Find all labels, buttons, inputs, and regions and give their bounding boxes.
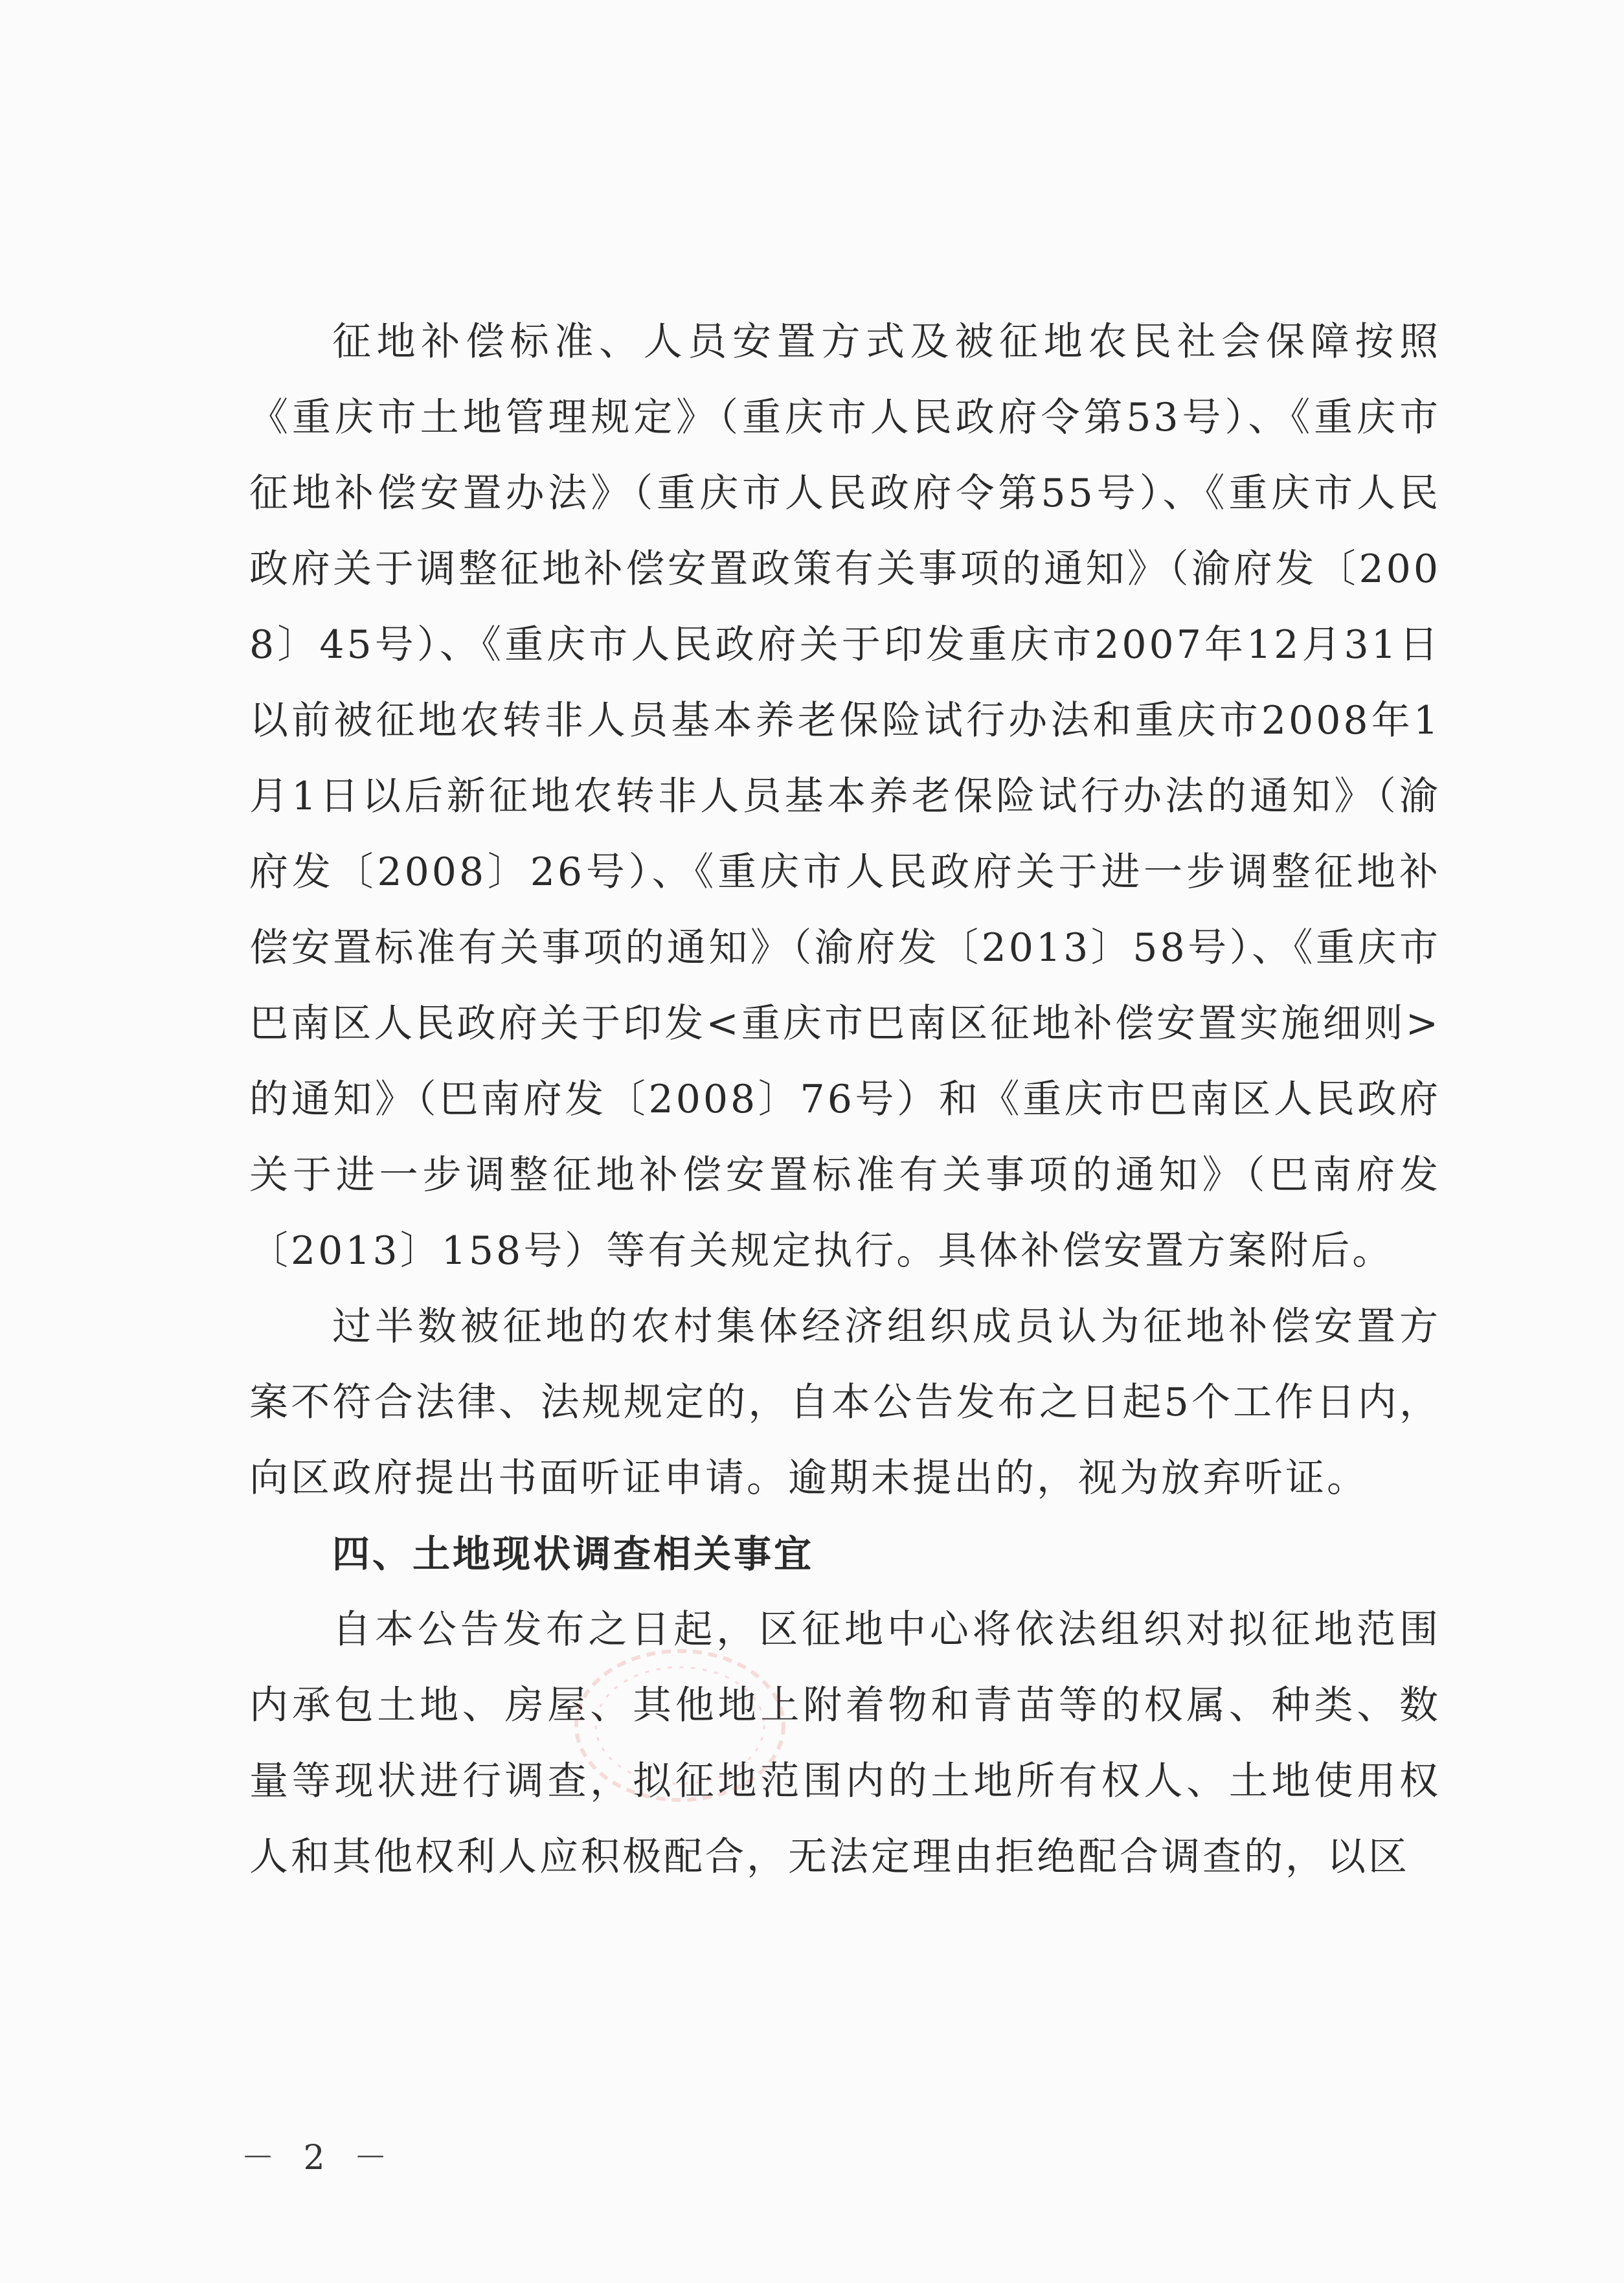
- paragraph-compensation-standards: 征地补偿标准、人员安置方式及被征地农民社会保障按照《重庆市土地管理规定》（重庆市人民政府令第53号）、《重庆市征地补偿安置办法》（重庆市人民政府令第55号）、《重庆市人民政府关于调整征地补偿安置政策有关事项的通知》（渝府发〔2008〕45号）、《重庆市人民政府关于印发重庆市2007年12月31日以前被征地农转非人员基本养老保险试行办法和重庆市2008年1月1日以后新征地农转非人员基本养老保险试行办法的通知》（渝府发〔2008〕26号）、《重庆市人民政府关于进一步调整征地补偿安置标准有关事项的通知》（渝府发〔2013〕58号）、《重庆市巴南区人民政府关于印发<重庆市巴南区征地补偿安置实施细则>的通知》（巴南府发〔2008〕76号）和《重庆市巴南区人民政府关于进一步调整征地补偿安置标准有关事项的通知》（巴南府发〔2013〕158号）等有关规定执行。具体补偿安置方案附后。: [249, 319, 1441, 1274]
- page-number: － 2 －: [241, 2139, 397, 2177]
- official-seal-stamp: [570, 1645, 790, 1806]
- paragraph-hearing-application: 过半数被征地的农村集体经济组织成员认为征地补偿安置方案不符合法律、法规规定的，自本公告发布之日起5个工作日内，向区政府提出书面听证申请。逾期未提出的，视为放弃听证。: [249, 1304, 1441, 1501]
- paragraph-land-survey: 自本公告发布之日起，区征地中心将依法组织对拟征地范围内承包土地、房屋、其他地上附着物和青苗等的权属、种类、数量等现状进行调查，拟征地范围内的土地所有权人、土地使用权人和其他权利人应积极配合，无法定理由拒绝配合调查的，以区: [249, 1607, 1441, 1880]
- section-heading-land-survey: 四、土地现状调查相关事宜: [332, 1532, 815, 1576]
- document-body: [249, 304, 1441, 1895]
